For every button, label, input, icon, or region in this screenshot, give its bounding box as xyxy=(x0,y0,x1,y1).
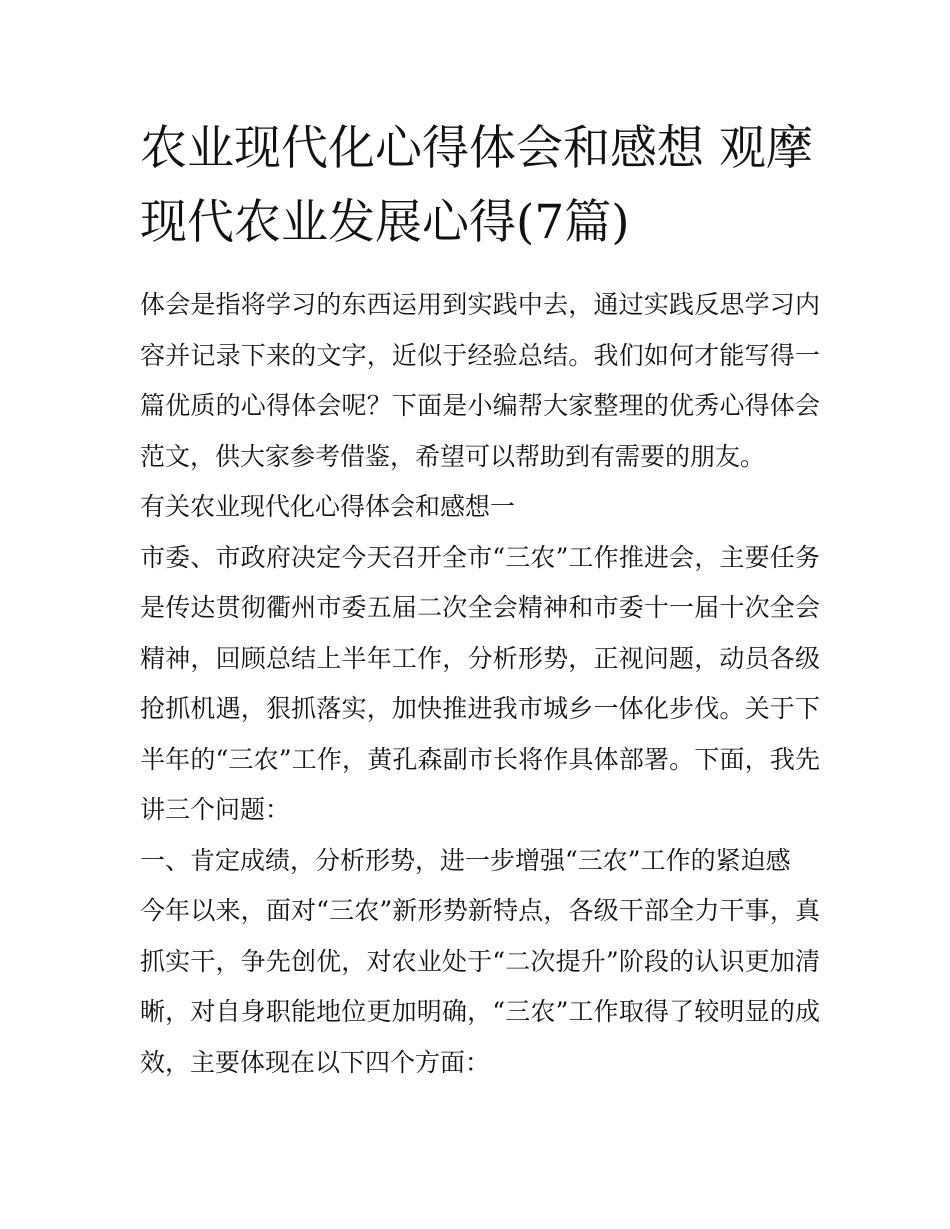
section-heading: 有关农业现代化心得体会和感想一 xyxy=(140,492,516,521)
subsection-heading: 一、肯定成绩，分析形势，进一步增强“三农”工作的紧迫感 xyxy=(140,845,791,875)
intro-paragraph: 体会是指将学习的东西运用到实践中去，通过实践反思学习内容并记录下来的文字，近似于经验总结。我们如何才能写得一篇优质的心得体会呢？下面是小编帮大家整理的优秀心得体会范文，供大家参考借鉴，希望可以帮助到有需要的朋友。 xyxy=(140,290,820,471)
document-body xyxy=(140,280,820,1088)
body-paragraph: 今年以来，面对“三农”新形势新特点，各级干部全力干事，真抓实干，争先创优，对农业处于“二次提升”阶段的认识更加清晰，对自身职能地位更加明确，“三农”工作取得了较明显的成效，主要体现在以下四个方面： xyxy=(140,896,820,1077)
body-paragraph: 市委、市政府决定今天召开全市“三农”工作推进会，主要任务是传达贯彻衢州市委五届二次全会精神和市委十一届十次全会精神，回顾总结上半年工作，分析形势，正视问题，动员各级抢抓机遇，狠抓落实，加快推进我市城乡一体化步伐。关于下半年的“三农”工作，黄孔森副市长将作具体部署。下面，我先讲三个问题： xyxy=(140,542,820,824)
document-title: 农业现代化心得体会和感想 观摩现代农业发展心得(7篇) xyxy=(140,121,813,250)
